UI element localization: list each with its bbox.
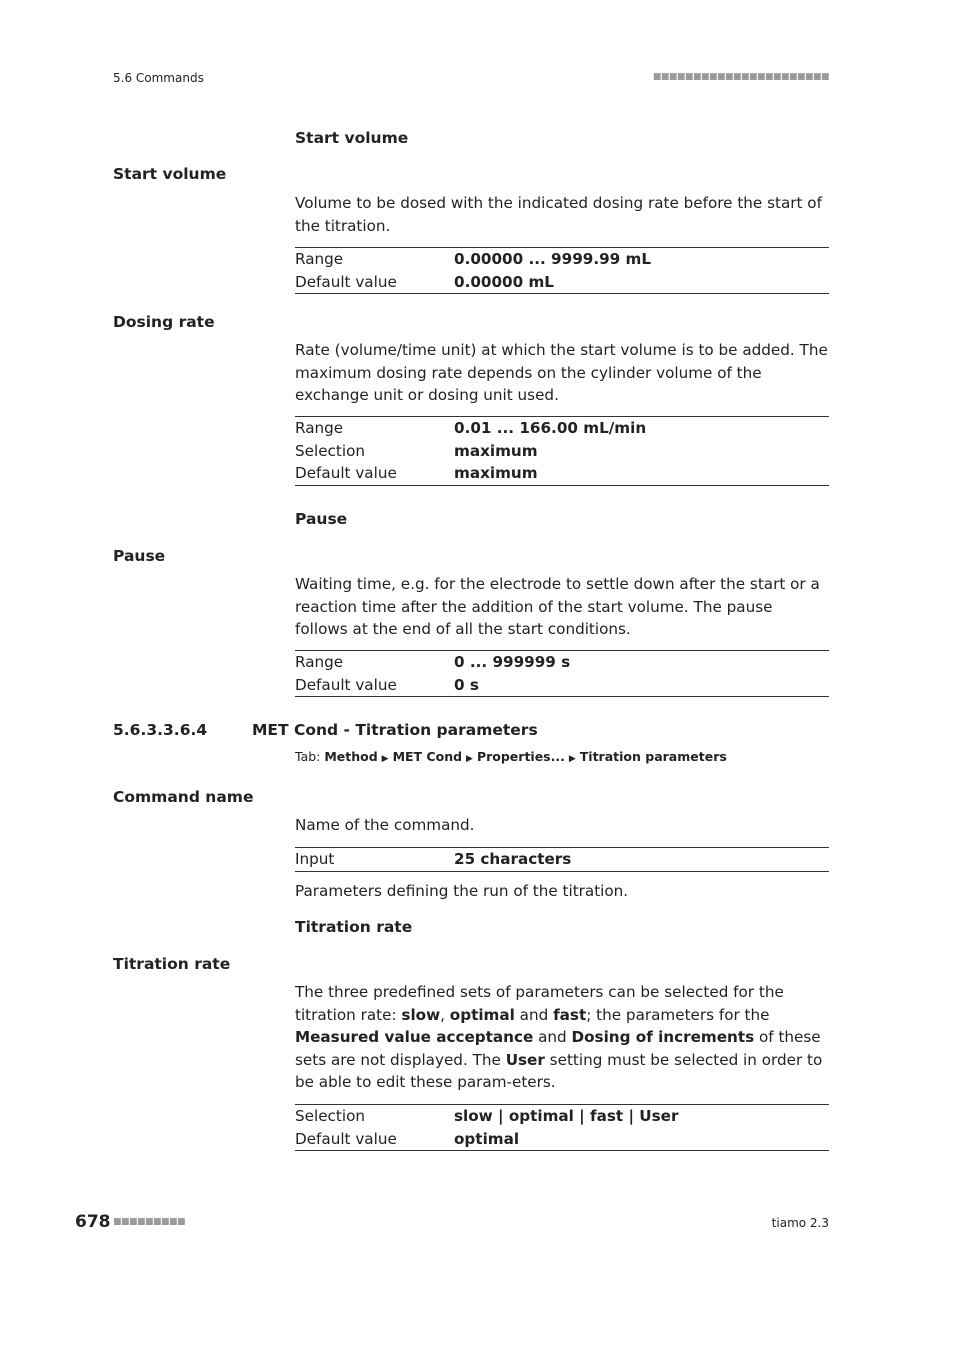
desc-text: of these sets are not displayed. The bbox=[295, 1028, 821, 1069]
table-row bbox=[295, 651, 829, 674]
subheading-titration-rate: Titration rate bbox=[295, 918, 413, 936]
table-row bbox=[295, 440, 829, 463]
section-title: MET Cond - Titration parameters bbox=[252, 721, 538, 739]
running-header-section: 5.6 Commands bbox=[113, 71, 204, 85]
tab-path-item: Method bbox=[324, 749, 378, 764]
command-name-table bbox=[295, 847, 829, 872]
param-value: optimal bbox=[454, 1129, 520, 1148]
subheading-pause: Pause bbox=[295, 510, 348, 528]
param-value: 0.00000 mL bbox=[454, 272, 554, 291]
tab-path-item: Properties... bbox=[476, 749, 565, 764]
desc-text: ; the parameters for the bbox=[586, 1005, 770, 1024]
param-label: Range bbox=[295, 250, 344, 268]
desc-text: The three predefined sets of parameters can be selected for the titration rate: bbox=[295, 983, 784, 1024]
table-row bbox=[295, 248, 829, 271]
dosing-rate-description: Rate (volume/time unit) at which the start volume is to be added. The maximum dosing rate depends on the cylinder volume of the exchange unit or dosing unit used. bbox=[295, 341, 828, 405]
desc-bold: fast bbox=[553, 1005, 587, 1024]
start-volume-description: Volume to be dosed with the indicated dosing rate before the start of the titration. bbox=[295, 194, 822, 235]
param-label: Range bbox=[295, 653, 344, 671]
desc-text: , bbox=[440, 1005, 450, 1024]
param-label: Default value bbox=[295, 272, 397, 291]
desc-bold: slow bbox=[401, 1005, 441, 1024]
tab-path-item: Titration parameters bbox=[579, 749, 727, 764]
desc-bold: Dosing of increments bbox=[571, 1028, 755, 1047]
desc-text: and bbox=[533, 1028, 572, 1047]
table-row bbox=[295, 848, 829, 872]
pause-table bbox=[295, 650, 829, 697]
param-label: Selection bbox=[295, 1107, 365, 1125]
param-value: 0 s bbox=[454, 675, 479, 694]
arrow-right-icon: ▶ bbox=[466, 754, 473, 764]
sidehead-command-name: Command name bbox=[113, 788, 254, 806]
table-row bbox=[295, 1128, 829, 1151]
table-row bbox=[295, 674, 829, 697]
param-label: Default value bbox=[295, 675, 397, 694]
table-row bbox=[295, 417, 829, 440]
pause-description: Waiting time, e.g. for the electrode to settle down after the start or a reaction time after the addition of the start volume. The pause follows at the end of all the start conditions. bbox=[295, 575, 820, 639]
param-value: 0 ... 999999 s bbox=[454, 653, 571, 671]
arrow-right-icon: ▶ bbox=[568, 754, 576, 764]
start-volume-table bbox=[295, 247, 829, 294]
dosing-rate-table bbox=[295, 416, 829, 486]
desc-bold: optimal bbox=[449, 1005, 515, 1024]
desc-bold: Measured value acceptance bbox=[295, 1028, 534, 1047]
titration-rate-description bbox=[295, 981, 829, 1094]
desc-text: setting must be selected in order to be able to edit these param-eters. bbox=[295, 1050, 823, 1092]
param-value: 0.00000 ... 9999.99 mL bbox=[454, 250, 652, 268]
param-value: 25 characters bbox=[454, 850, 572, 868]
titration-parameters-intro: Parameters defining the run of the titration. bbox=[295, 882, 629, 900]
param-label: Selection bbox=[295, 441, 365, 460]
param-label: Range bbox=[295, 419, 344, 437]
param-label: Input bbox=[295, 850, 335, 868]
param-value: maximum bbox=[454, 464, 538, 482]
arrow-right-icon: ▶ bbox=[381, 754, 389, 764]
sidehead-start-volume: Start volume bbox=[113, 165, 227, 183]
page-number: 678 bbox=[75, 1212, 111, 1232]
param-value: maximum bbox=[454, 441, 538, 460]
table-row bbox=[295, 462, 829, 485]
header-decoration: ■■■■■■■■■■■■■■■■■■■■■■ bbox=[652, 72, 829, 82]
footer-decoration: ■■■■■■■■■ bbox=[113, 1217, 186, 1227]
desc-text: and bbox=[514, 1005, 554, 1024]
sidehead-titration-rate: Titration rate bbox=[113, 955, 231, 973]
table-row bbox=[295, 1105, 829, 1128]
param-value: 0.01 ... 166.00 mL/min bbox=[454, 419, 647, 437]
table-row bbox=[295, 271, 829, 294]
param-value: slow | optimal | fast | User bbox=[454, 1107, 679, 1125]
section-number: 5.6.3.3.6.4 bbox=[113, 721, 208, 739]
product-name: tiamo 2.3 bbox=[771, 1216, 829, 1230]
tab-path-item: MET Cond bbox=[392, 749, 463, 764]
sidehead-pause: Pause bbox=[113, 547, 166, 565]
desc-bold: User bbox=[505, 1050, 545, 1069]
tab-prefix: Tab: bbox=[295, 749, 321, 764]
param-label: Default value bbox=[295, 1129, 397, 1148]
param-label: Default value bbox=[295, 464, 397, 482]
tab-path bbox=[295, 749, 727, 764]
command-name-description: Name of the command. bbox=[295, 816, 475, 834]
subheading-start-volume: Start volume bbox=[295, 129, 409, 147]
titration-rate-table bbox=[295, 1104, 829, 1151]
sidehead-dosing-rate: Dosing rate bbox=[113, 313, 215, 331]
